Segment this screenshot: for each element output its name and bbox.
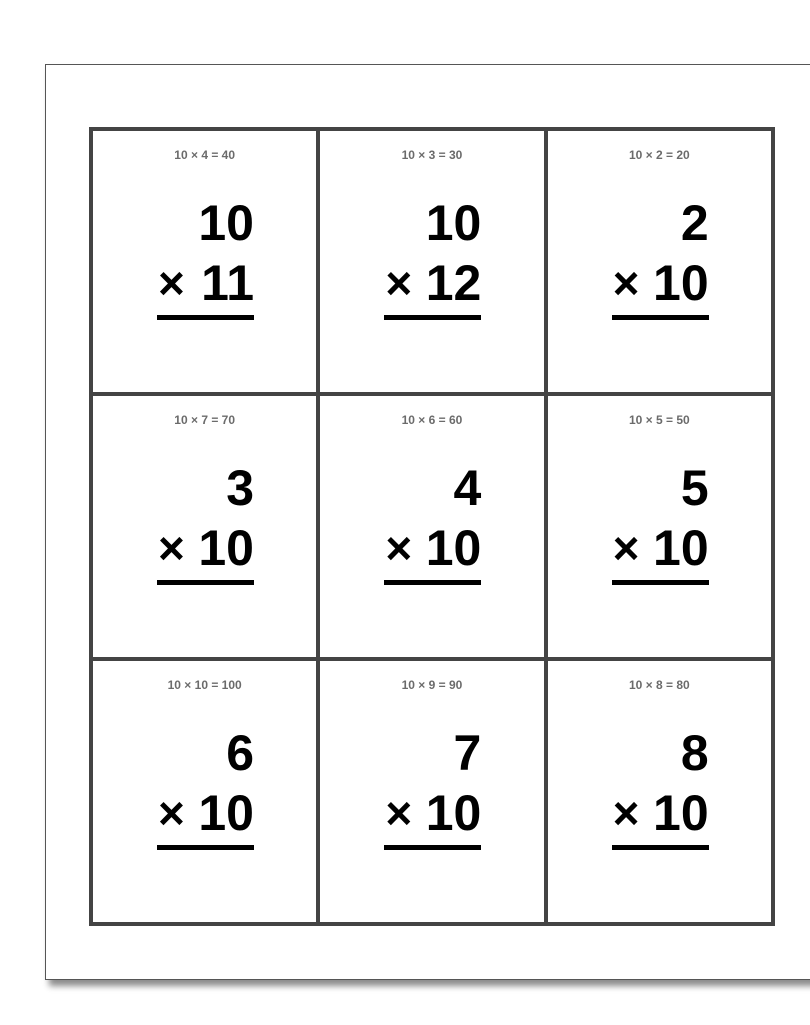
- answer-line: [612, 315, 709, 320]
- flashcard: [320, 396, 543, 657]
- multiplier-row: [612, 783, 709, 843]
- multiplier-row: [384, 518, 481, 578]
- multiplication-problem: [612, 723, 709, 850]
- answer-hint: 10 × 6 = 60: [401, 413, 463, 427]
- multiplicand: 6: [226, 725, 254, 781]
- times-icon: ×: [158, 257, 185, 309]
- answer-line: [384, 580, 481, 585]
- times-icon: ×: [158, 522, 185, 574]
- multiplier: 10: [653, 255, 709, 311]
- flashcard: [320, 131, 543, 392]
- multiplier-row: [384, 253, 481, 313]
- flashcard: [548, 396, 771, 657]
- answer-line: [612, 845, 709, 850]
- answer-hint: 10 × 4 = 40: [174, 148, 236, 162]
- flashcard: [93, 396, 316, 657]
- multiplier-row: [612, 253, 709, 313]
- answer-hint: 10 × 9 = 90: [401, 678, 463, 692]
- flashcard: [548, 131, 771, 392]
- times-icon: ×: [385, 257, 413, 309]
- multiplier: 10: [653, 520, 709, 576]
- times-icon: ×: [612, 522, 640, 574]
- flashcard: [320, 661, 543, 922]
- times-icon: ×: [385, 787, 413, 839]
- flashcard: [548, 661, 771, 922]
- times-icon: ×: [385, 522, 413, 574]
- multiplier-row: [157, 518, 254, 578]
- multiplication-problem: [612, 458, 709, 585]
- multiplicand: 2: [680, 195, 709, 251]
- multiplication-problem: [384, 193, 481, 320]
- answer-hint: 10 × 7 = 70: [174, 413, 236, 427]
- flashcard-grid: [89, 127, 775, 926]
- multiplier: 10: [198, 785, 254, 841]
- multiplicand: 4: [453, 460, 482, 516]
- multiplier: 11: [201, 255, 254, 311]
- multiplicand: 8: [680, 725, 709, 781]
- multiplier: 10: [653, 785, 709, 841]
- flashcard: [93, 131, 316, 392]
- times-icon: ×: [612, 257, 640, 309]
- answer-line: [612, 580, 709, 585]
- answer-hint: 10 × 5 = 50: [628, 413, 690, 427]
- multiplication-problem: [612, 193, 709, 320]
- multiplier-row: [157, 253, 254, 313]
- times-icon: ×: [612, 787, 640, 839]
- multiplication-problem: [384, 458, 481, 585]
- multiplication-problem: [157, 193, 254, 320]
- answer-line: [157, 580, 254, 585]
- multiplier-row: [612, 518, 709, 578]
- multiplicand: 10: [425, 195, 482, 251]
- multiplier: 10: [425, 520, 482, 576]
- multiplicand: 5: [680, 460, 709, 516]
- multiplier-row: [384, 783, 481, 843]
- times-icon: ×: [158, 787, 185, 839]
- multiplication-problem: [157, 458, 254, 585]
- answer-hint: 10 × 3 = 30: [401, 148, 463, 162]
- answer-line: [157, 315, 254, 320]
- flashcard: [93, 661, 316, 922]
- answer-line: [157, 845, 254, 850]
- multiplicand: 3: [226, 460, 254, 516]
- multiplicand: 10: [198, 195, 254, 251]
- multiplier: 10: [198, 520, 254, 576]
- multiplier: 10: [425, 785, 482, 841]
- multiplication-problem: [384, 723, 481, 850]
- multiplication-problem: [157, 723, 254, 850]
- answer-hint: 10 × 2 = 20: [628, 148, 690, 162]
- answer-line: [384, 315, 481, 320]
- answer-hint: 10 × 10 = 100: [167, 678, 242, 692]
- multiplier: 12: [425, 255, 482, 311]
- answer-line: [384, 845, 481, 850]
- multiplicand: 7: [453, 725, 482, 781]
- multiplier-row: [157, 783, 254, 843]
- answer-hint: 10 × 8 = 80: [628, 678, 690, 692]
